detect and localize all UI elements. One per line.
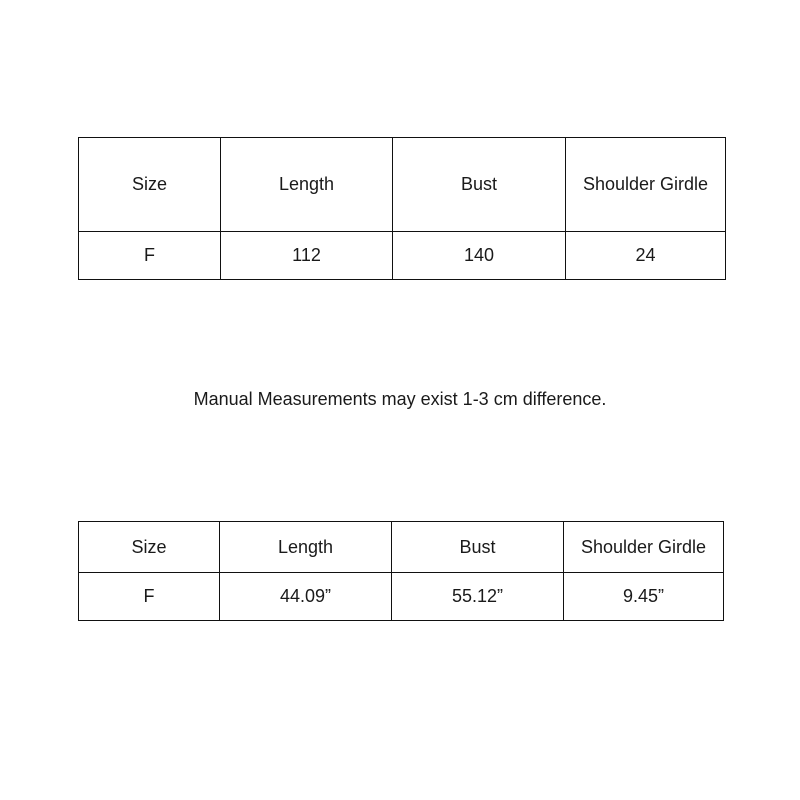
cell-size: F [79,573,220,621]
header-bust: Bust [392,522,564,573]
table-header-row [79,522,724,573]
cell-size: F [79,232,221,280]
header-bust: Bust [393,138,566,232]
header-shoulder-girdle: Shoulder Girdle [566,138,726,232]
header-length: Length [221,138,393,232]
table-header-row [79,138,726,232]
cell-shoulder-girdle: 9.45” [564,573,724,621]
table-row [79,573,724,621]
header-length: Length [220,522,392,573]
cell-shoulder-girdle: 24 [566,232,726,280]
cell-length: 112 [221,232,393,280]
size-table-inches [78,521,724,621]
header-size: Size [79,522,220,573]
measurement-note: Manual Measurements may exist 1-3 cm difference. [193,389,607,409]
header-shoulder-girdle: Shoulder Girdle [564,522,724,573]
cell-bust: 140 [393,232,566,280]
cell-length: 44.09” [220,573,392,621]
size-table-cm [78,137,726,280]
cell-bust: 55.12” [392,573,564,621]
table-row [79,232,726,280]
header-size: Size [79,138,221,232]
